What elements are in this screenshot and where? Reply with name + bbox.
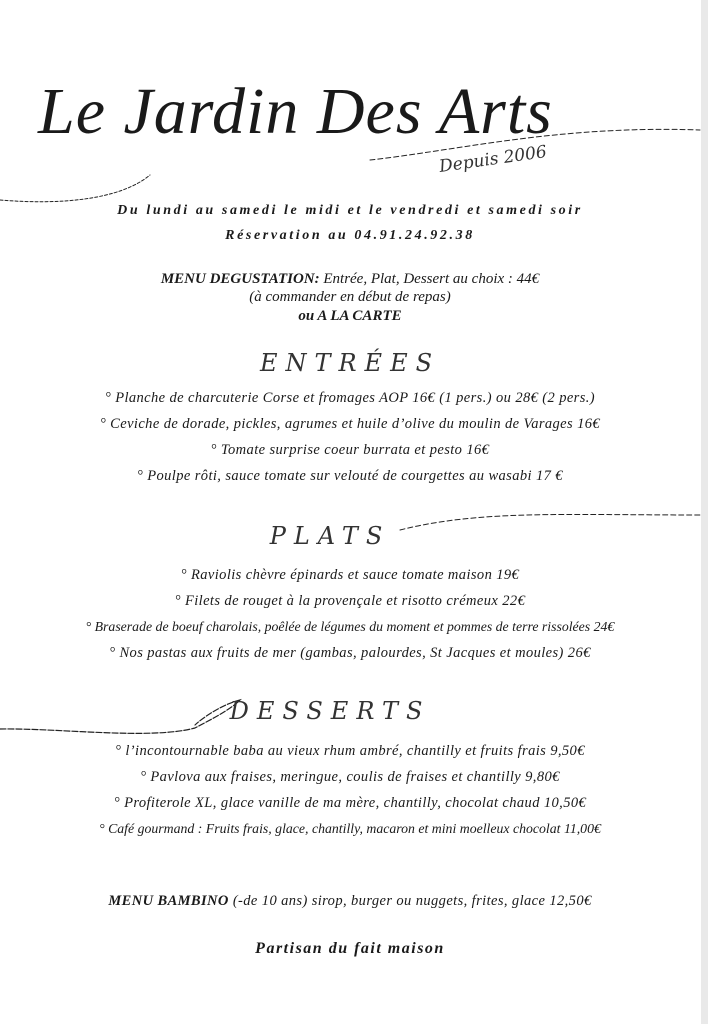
kids-menu-label: MENU BAMBINO [108,893,229,909]
menu-item: ° Ceviche de dorade, pickles, agrumes et huile d’olive du moulin de Varages 16€ [99,416,601,432]
kids-menu-text: (-de 10 ans) sirop, burger ou nuggets, frites, glace 12,50€ [228,893,592,909]
menu-item: ° Raviolis chèvre épinards et sauce tomate maison 19€ [180,567,520,583]
tasting-menu-text: Entrée, Plat, Dessert au choix : 44€ [319,271,540,287]
menu-item: ° Nos pastas aux fruits de mer (gambas, palourdes, St Jacques et moules) 26€ [109,645,591,661]
section-title-desserts: DESSERTS [229,697,431,725]
tagline: Partisan du fait maison [255,940,445,957]
tasting-menu-note: (à commander en début de repas) [249,289,451,305]
tasting-menu-label: MENU DEGUSTATION: [160,271,320,287]
logo-since: Depuis 2006 [437,142,549,177]
kids-menu [0,893,700,910]
tasting-menu [0,271,700,288]
menu-item: ° Pavlova aux fraises, meringue, coulis de fraises et chantilly 9,80€ [140,769,560,785]
menu-item: ° l’incontournable baba au vieux rhum ambré, chantilly et fruits frais 9,50€ [115,743,585,759]
opening-hours: Du lundi au samedi le midi et le vendredi et samedi soir [117,203,583,218]
section-title-plats: PLATS [269,522,391,550]
menu-item: ° Braserade de boeuf charolais, poêlée de légumes du moment et pommes de terre rissolées 24€ [85,619,615,634]
section-title-entrees: ENTRÉES [259,349,441,377]
menu-item: ° Filets de rouget à la provençale et risotto crémeux 22€ [174,593,526,609]
logo-name: Le Jardin Des Arts [38,75,553,148]
menu-item: ° Planche de charcuterie Corse et fromages AOP 16€ (1 pers.) ou 28€ (2 pers.) [104,390,596,406]
a-la-carte: ou A LA CARTE [298,308,402,324]
reservation-phone: Réservation au 04.91.24.92.38 [225,228,475,243]
menu-item: ° Café gourmand : Fruits frais, glace, chantilly, macaron et mini moelleux chocolat 11,00€ [99,821,601,836]
menu-item: ° Profiterole XL, glace vanille de ma mère, chantilly, chocolat chaud 10,50€ [113,795,587,811]
menu-item: ° Poulpe rôti, sauce tomate sur velouté de courgettes au wasabi 17 € [137,468,563,484]
menu-item: ° Tomate surprise coeur burrata et pesto 16€ [210,442,490,458]
